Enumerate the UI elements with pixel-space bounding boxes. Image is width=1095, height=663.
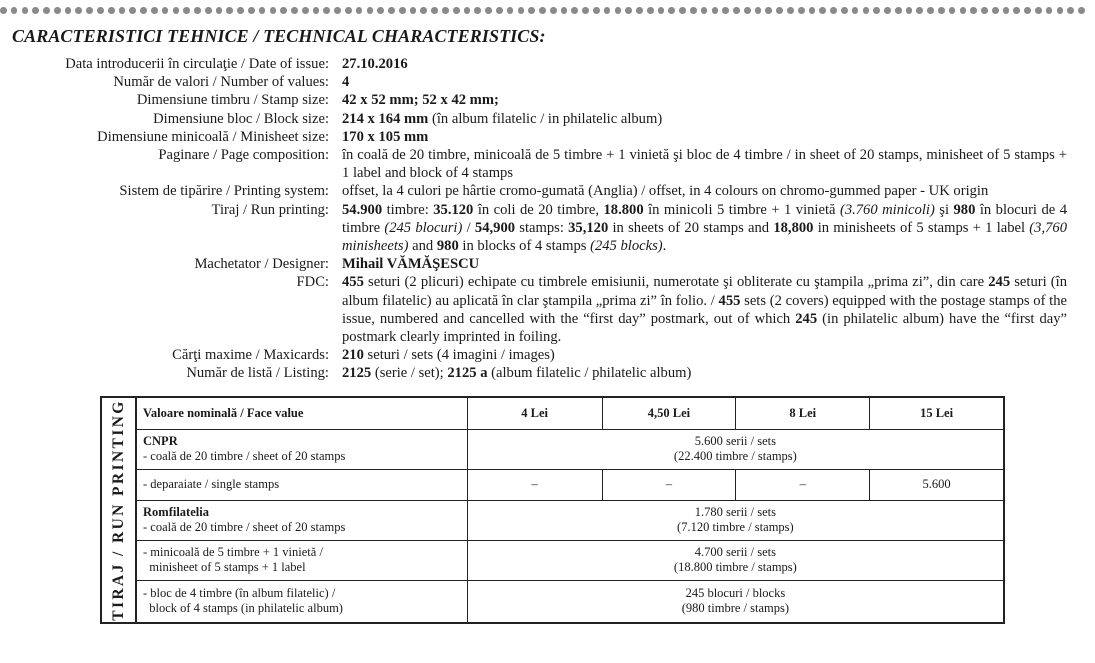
row-value: – (602, 469, 736, 500)
spec-value: 4 (342, 74, 350, 91)
border-dot (744, 7, 751, 14)
border-dot (733, 7, 740, 14)
table-row (137, 580, 1003, 622)
spec-label: Dimensiune bloc / Block size: (153, 110, 329, 127)
border-dot (528, 7, 535, 14)
border-dot (75, 7, 82, 14)
border-dot (32, 7, 39, 14)
spec-row-page-composition (0, 146, 1095, 182)
border-dot (280, 7, 287, 14)
row-value: 1.780 serii / sets (7.120 timbre / stamps) (467, 500, 1003, 540)
border-dot (323, 7, 330, 14)
spec-row-run-printing (0, 201, 1095, 256)
border-dot (151, 7, 158, 14)
border-dot (237, 7, 244, 14)
border-dot (830, 7, 837, 14)
spec-value: Mihail VĂMĂŞESCU (342, 256, 480, 273)
border-dot (388, 7, 395, 14)
border-dot (701, 7, 708, 14)
spec-label: Dimensiune timbru / Stamp size: (136, 92, 329, 109)
spec-value-note: (în album filatelic / in philatelic album) (428, 110, 663, 127)
border-dot (949, 7, 956, 14)
spec-label: Număr de valori / Number of values: (113, 74, 329, 91)
header-value: 15 Lei (870, 398, 1003, 429)
spec-row-issue-date (0, 55, 1095, 73)
spec-label: Data introducerii în circulaţie / Date of issue: (65, 56, 329, 72)
row-value: – (467, 469, 602, 500)
border-dot (679, 7, 686, 14)
row-label: - deparaiate / single stamps (137, 469, 467, 500)
border-dot (108, 7, 115, 14)
header-value: 4 Lei (467, 398, 602, 429)
table-row (137, 429, 1003, 469)
border-dot (119, 7, 126, 14)
border-dot (507, 7, 514, 14)
border-dot (863, 7, 870, 14)
border-dot (345, 7, 352, 14)
border-dot (65, 7, 72, 14)
spec-row-maxicards (0, 346, 1095, 364)
border-dot (291, 7, 298, 14)
border-dot (593, 7, 600, 14)
border-dot (625, 7, 632, 14)
spec-value: 54.900 timbre: 35.120 în coli de 20 timbre, 18.800 în minicoli 5 timbre + 1 vinietă (3.760 minicoli) şi 980 în blocuri de 4 timbre (245 blocuri) / 54,900 stamps: 35,120 in sheets of 20 stamps and 18,800 in minisheets of 5 stamps + 1 label (3,760 minisheets) and 980 in blocks of 4 stamps (245 blocks). (342, 201, 1067, 255)
spec-label: Cărţi maxime / Maxicards: (172, 347, 329, 364)
border-dot (884, 7, 891, 14)
table-row (137, 469, 1003, 500)
table-row (137, 500, 1003, 540)
border-dot (1078, 7, 1085, 14)
row-value: 5.600 serii / sets (22.400 timbre / stamps) (467, 429, 1003, 469)
row-label: CNPR - coală de 20 timbre / sheet of 20 stamps (137, 429, 467, 469)
spec-row-minisheet-size (0, 128, 1095, 146)
border-dot (162, 7, 169, 14)
border-dot (173, 7, 180, 14)
border-dot (550, 7, 557, 14)
border-dot (442, 7, 449, 14)
border-dot (216, 7, 223, 14)
spec-label: Sistem de tipărire / Printing system: (119, 183, 329, 200)
spec-row-values-count (0, 73, 1095, 91)
page-title: CARACTERISTICI TEHNICE / TECHNICAL CHARACTERISTICS: (12, 26, 546, 46)
border-dot (582, 7, 589, 14)
border-dot (1003, 7, 1010, 14)
border-dot (776, 7, 783, 14)
spec-label: Paginare / Page composition: (158, 147, 329, 164)
border-dot (377, 7, 384, 14)
border-dot (819, 7, 826, 14)
spec-value: 170 x 105 mm (342, 128, 429, 145)
border-dot (270, 7, 277, 14)
border-dot (11, 7, 18, 14)
border-dot (787, 7, 794, 14)
spec-row-printing-system (0, 182, 1095, 200)
spec-row-fdc (0, 273, 1095, 346)
border-dot (647, 7, 654, 14)
border-dot (399, 7, 406, 14)
border-dot (604, 7, 611, 14)
border-dot (755, 7, 762, 14)
border-dot (873, 7, 880, 14)
border-dot (765, 7, 772, 14)
row-label: Romfilatelia - coală de 20 timbre / sheet of 20 stamps (137, 500, 467, 540)
border-dot (485, 7, 492, 14)
header-value: 8 Lei (736, 398, 870, 429)
border-dot (798, 7, 805, 14)
border-dot (1067, 7, 1074, 14)
border-dot (183, 7, 190, 14)
border-dot (464, 7, 471, 14)
border-dot (970, 7, 977, 14)
spec-list (0, 55, 1095, 383)
spec-value: 27.10.2016 (342, 56, 408, 72)
border-dot (722, 7, 729, 14)
border-dot (313, 7, 320, 14)
border-dot (129, 7, 136, 14)
table-header-row (137, 398, 1003, 429)
border-dot (474, 7, 481, 14)
border-dot (895, 7, 902, 14)
border-dot (1057, 7, 1064, 14)
border-dot (140, 7, 147, 14)
side-label: TIRAJ / RUN PRINTING (110, 399, 127, 621)
border-dot (97, 7, 104, 14)
run-table (137, 398, 1003, 622)
spec-value: în coală de 20 timbre, minicoală de 5 timbre + 1 vinietă şi bloc de 4 timbre / in sheet of 20 stamps, minisheet of 5 stamps + 1 label and block of 4 stamps (342, 147, 1067, 182)
border-dot (1035, 7, 1042, 14)
spec-value: 210 (342, 347, 364, 364)
spec-value: 214 x 164 mm (342, 110, 429, 127)
border-dot (712, 7, 719, 14)
border-dot (841, 7, 848, 14)
border-dot (453, 7, 460, 14)
run-printing-table (100, 396, 1005, 624)
spec-label: Machetator / Designer: (194, 256, 329, 273)
border-dot (1046, 7, 1053, 14)
spec-row-block-size (0, 110, 1095, 128)
border-dot (367, 7, 374, 14)
border-dot (226, 7, 233, 14)
header-value: 4,50 Lei (602, 398, 736, 429)
border-dot (852, 7, 859, 14)
spec-label: Tiraj / Run printing: (211, 201, 329, 218)
border-dot (334, 7, 341, 14)
border-dot (927, 7, 934, 14)
border-dot (960, 7, 967, 14)
border-dot (981, 7, 988, 14)
row-value: 4.700 serii / sets (18.800 timbre / stamps) (467, 540, 1003, 580)
header-label: Valoare nominală / Face value (137, 398, 467, 429)
spec-label: Număr de listă / Listing: (186, 365, 329, 382)
border-dot (248, 7, 255, 14)
border-dot (992, 7, 999, 14)
row-label: - minicoală de 5 timbre + 1 vinietă / minisheet of 5 stamps + 1 label (137, 540, 467, 580)
border-dot (410, 7, 417, 14)
spec-label: Dimensiune minicoală / Minisheet size: (97, 128, 329, 145)
border-dot (518, 7, 525, 14)
border-dot (302, 7, 309, 14)
border-dot (420, 7, 427, 14)
border-dot (668, 7, 675, 14)
border-dot (496, 7, 503, 14)
border-dot (205, 7, 212, 14)
border-dot (571, 7, 578, 14)
border-dot (259, 7, 266, 14)
border-dot (54, 7, 61, 14)
spec-value-note: seturi / sets (4 imagini / images) (363, 347, 555, 364)
border-dot (636, 7, 643, 14)
border-dot (22, 7, 29, 14)
border-dot (690, 7, 697, 14)
border-dot (809, 7, 816, 14)
spec-label: FDC: (296, 274, 329, 291)
border-dot (615, 7, 622, 14)
row-label: - bloc de 4 timbre (în album filatelic) / block of 4 stamps (in philatelic album) (137, 580, 467, 622)
border-dot (86, 7, 93, 14)
border-dot (431, 7, 438, 14)
border-dot (1024, 7, 1031, 14)
border-dot (43, 7, 50, 14)
border-dot (561, 7, 568, 14)
border-dot (658, 7, 665, 14)
border-dot (0, 7, 7, 14)
spec-row-designer (0, 255, 1095, 273)
spec-value: 2125 (serie / set); 2125 a (album filatelic / philatelic album) (342, 365, 692, 382)
border-dot (194, 7, 201, 14)
row-value: 5.600 (870, 469, 1003, 500)
spec-row-stamp-size (0, 91, 1095, 109)
border-dot (916, 7, 923, 14)
dotted-border (0, 7, 1095, 17)
spec-value: 42 x 52 mm; 52 x 42 mm; (342, 92, 499, 109)
row-value: – (736, 469, 870, 500)
spec-value: 455 seturi (2 plicuri) echipate cu timbrele emisiunii, numerotate şi obliterate cu ştampila „prima zi”, din care 245 seturi (în album filatelic) au aplicată în clar ştampila „prima zi” în folio. / 455 sets (2 covers) equipped with the postage stamps of the issue, numbered and cancelled with the “first day” postmark, out of which 245 (in philatelic album) have the “first day” postmark clearly imprinted in foiling. (342, 274, 1068, 346)
spec-value: offset, la 4 culori pe hârtie cromo-gumată (Anglia) / offset, in 4 colours on chromo-gummed paper - UK origin (342, 183, 989, 200)
spec-row-listing (0, 364, 1095, 382)
side-label-cell (102, 398, 137, 622)
border-dot (906, 7, 913, 14)
row-value: 245 blocuri / blocks (980 timbre / stamps) (467, 580, 1003, 622)
border-dot (539, 7, 546, 14)
border-dot (1013, 7, 1020, 14)
border-dot (938, 7, 945, 14)
table-row (137, 540, 1003, 580)
border-dot (356, 7, 363, 14)
